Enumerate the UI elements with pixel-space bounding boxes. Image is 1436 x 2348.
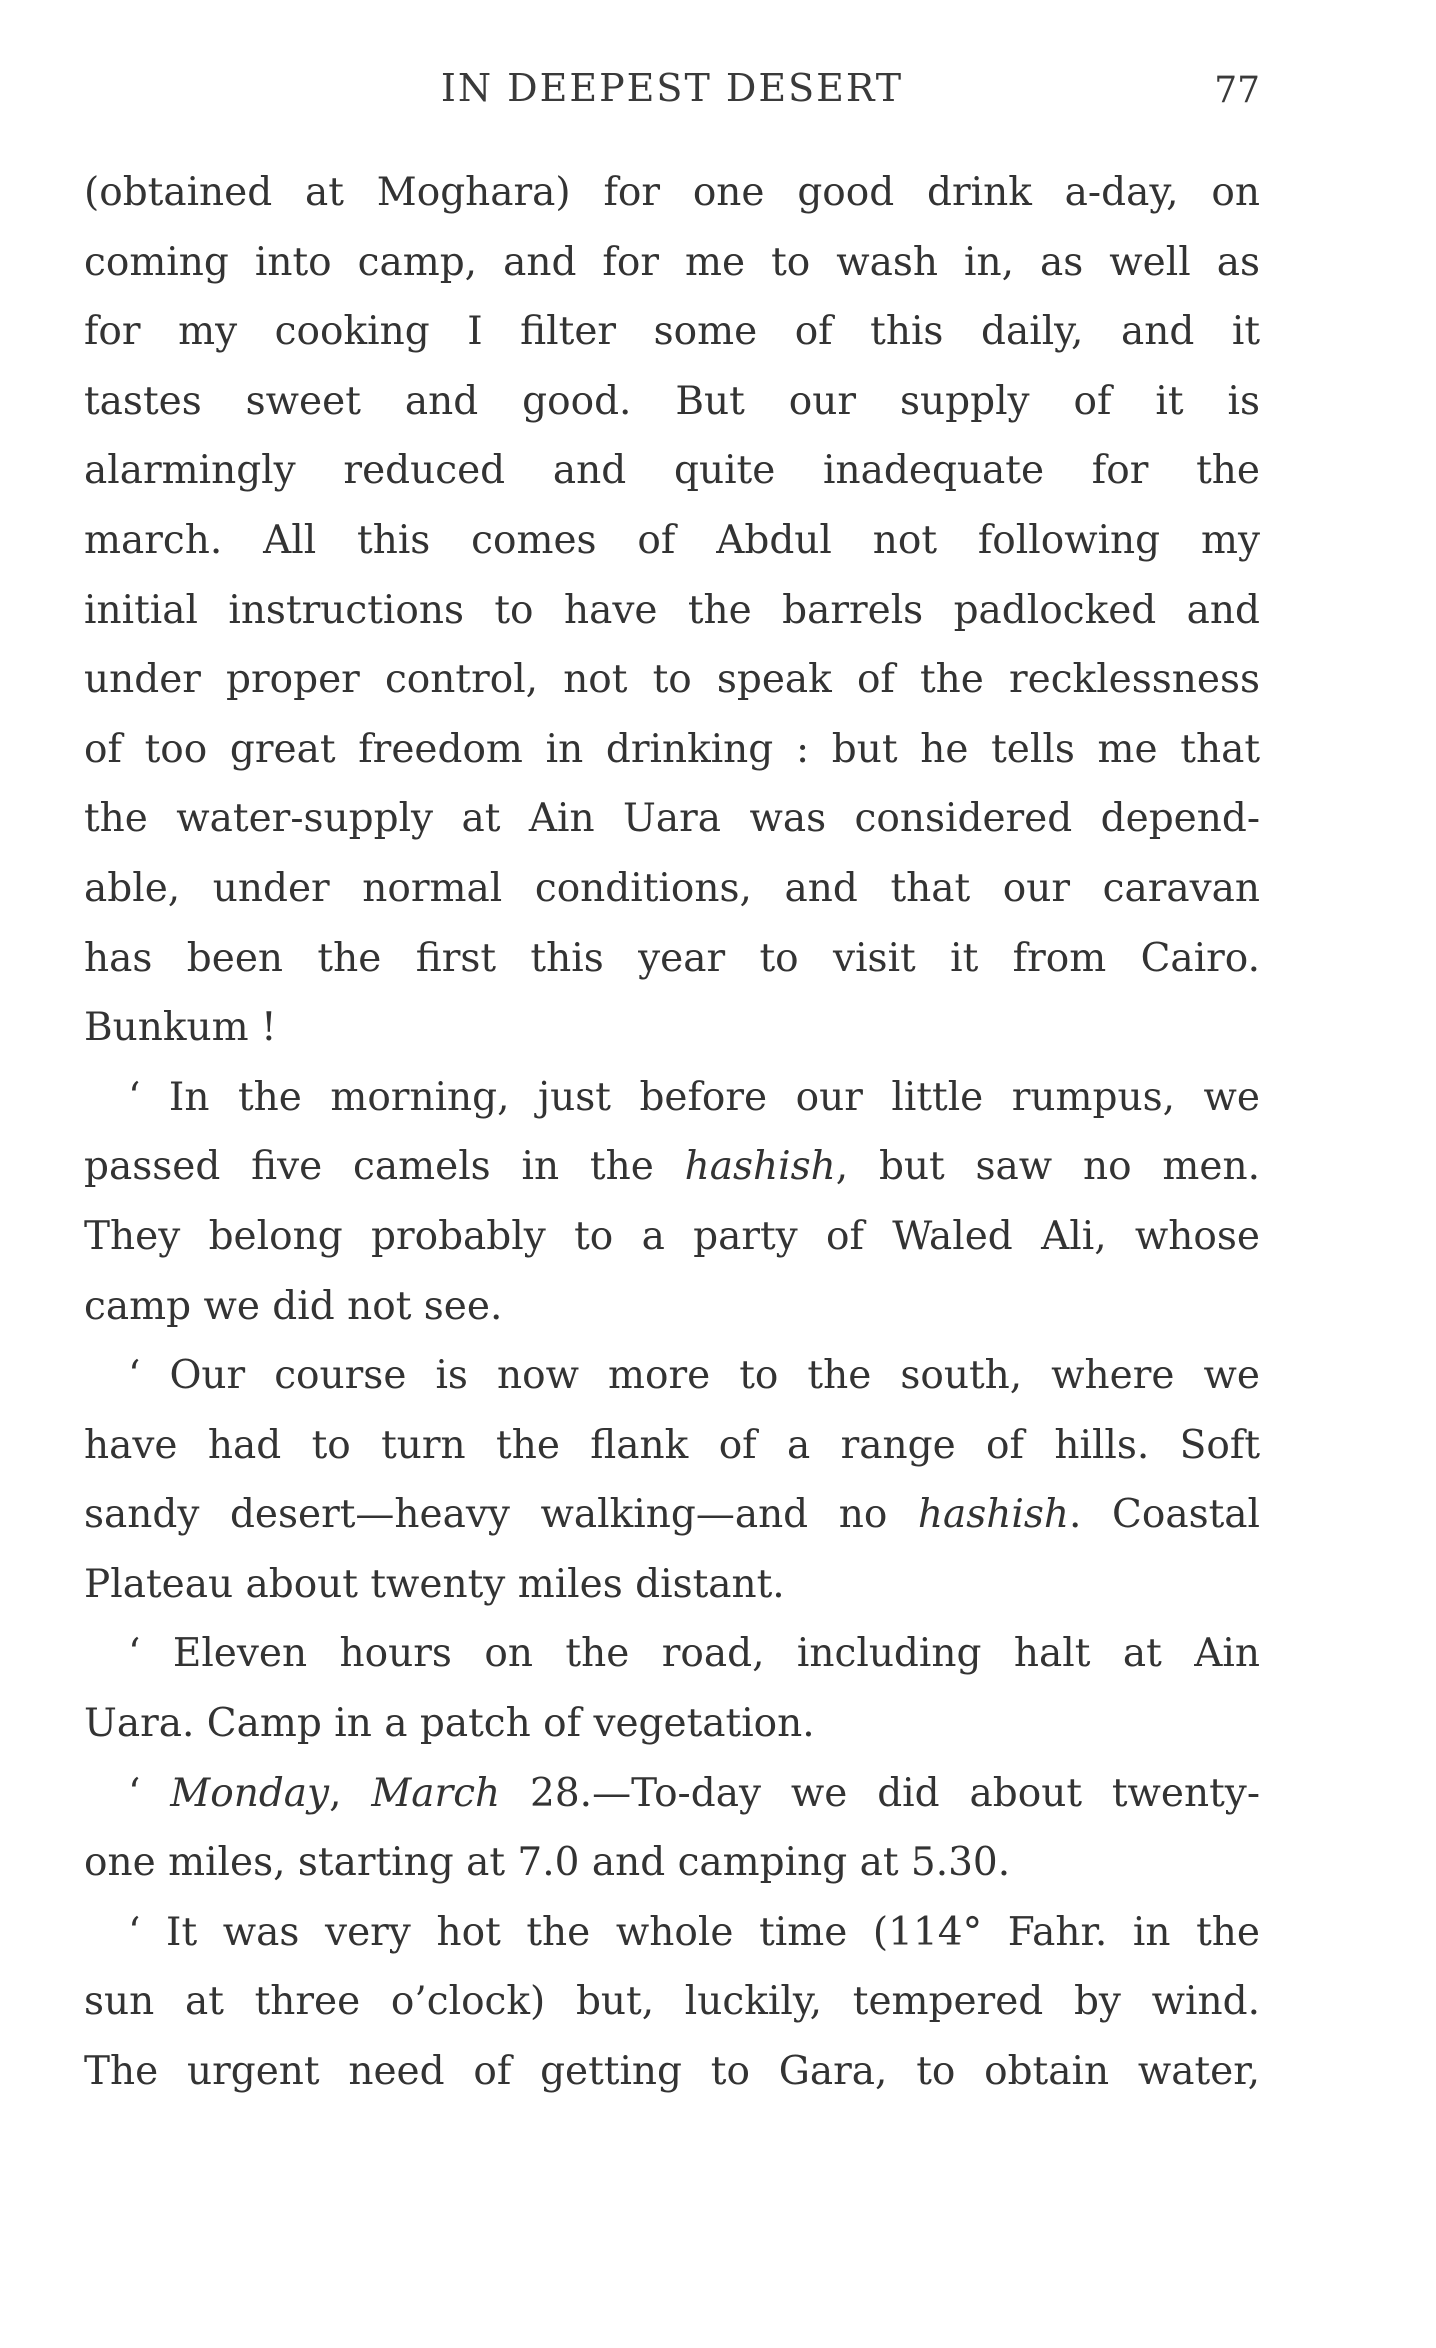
- text-line: the water-supply at Ain Uara was considered depend-: [84, 796, 1260, 842]
- text-line: under proper control, not to speak of the recklessness: [84, 657, 1260, 703]
- page-number: 77: [1214, 70, 1260, 111]
- running-head: [84, 66, 1260, 126]
- text-line: camp we did not see.: [84, 1283, 503, 1329]
- text-line: Uara. Camp in a patch of vegetation.: [84, 1701, 815, 1747]
- text-line: The urgent need of getting to Gara, to obtain water,: [84, 2049, 1260, 2095]
- text-line: alarmingly reduced and quite inadequate for the: [84, 448, 1260, 494]
- text-line: have had to turn the flank of a range of hills. Soft: [84, 1422, 1260, 1468]
- text-line: They belong probably to a party of Waled Ali, whose: [84, 1213, 1260, 1259]
- text-line: ‘ Our course is now more to the south, where we: [128, 1353, 1260, 1399]
- text-line: sun at three o’clock) but, luckily, tempered by wind.: [84, 1979, 1260, 2025]
- text-line: of too great freedom in drinking : but he tells me that: [84, 726, 1260, 772]
- text-line: sandy desert—heavy walking—and no hashish. Coastal: [84, 1492, 1260, 1538]
- text-line: for my cooking I filter some of this daily, and it: [84, 309, 1260, 355]
- text-line: passed five camels in the hashish, but saw no men.: [84, 1144, 1260, 1190]
- text-line: tastes sweet and good. But our supply of it is: [84, 378, 1260, 424]
- text-line: Bunkum !: [84, 1005, 277, 1051]
- text-line: ‘ Eleven hours on the road, including halt at Ain: [128, 1631, 1260, 1677]
- text-line: one miles, starting at 7.0 and camping at 5.30.: [84, 1840, 1011, 1886]
- body-text: [84, 158, 1260, 2107]
- running-title: IN DEEPEST DESERT: [440, 66, 904, 110]
- text-line: ‘ It was very hot the whole time (114° Fahr. in the: [128, 1909, 1260, 1955]
- text-line: ‘ Monday, March 28.—To-day we did about twenty-: [128, 1770, 1260, 1816]
- text-line: march. All this comes of Abdul not following my: [84, 517, 1260, 563]
- text-line: Plateau about twenty miles distant.: [84, 1561, 785, 1607]
- text-line: initial instructions to have the barrels padlocked and: [84, 587, 1260, 633]
- text-line: able, under normal conditions, and that our caravan: [84, 865, 1260, 911]
- text-line: ‘ In the morning, just before our little rumpus, we: [128, 1074, 1260, 1120]
- text-line: has been the first this year to visit it from Cairo.: [84, 935, 1260, 981]
- text-line: (obtained at Moghara) for one good drink a-day, on: [84, 170, 1260, 215]
- text-line: coming into camp, and for me to wash in, as well as: [84, 239, 1260, 285]
